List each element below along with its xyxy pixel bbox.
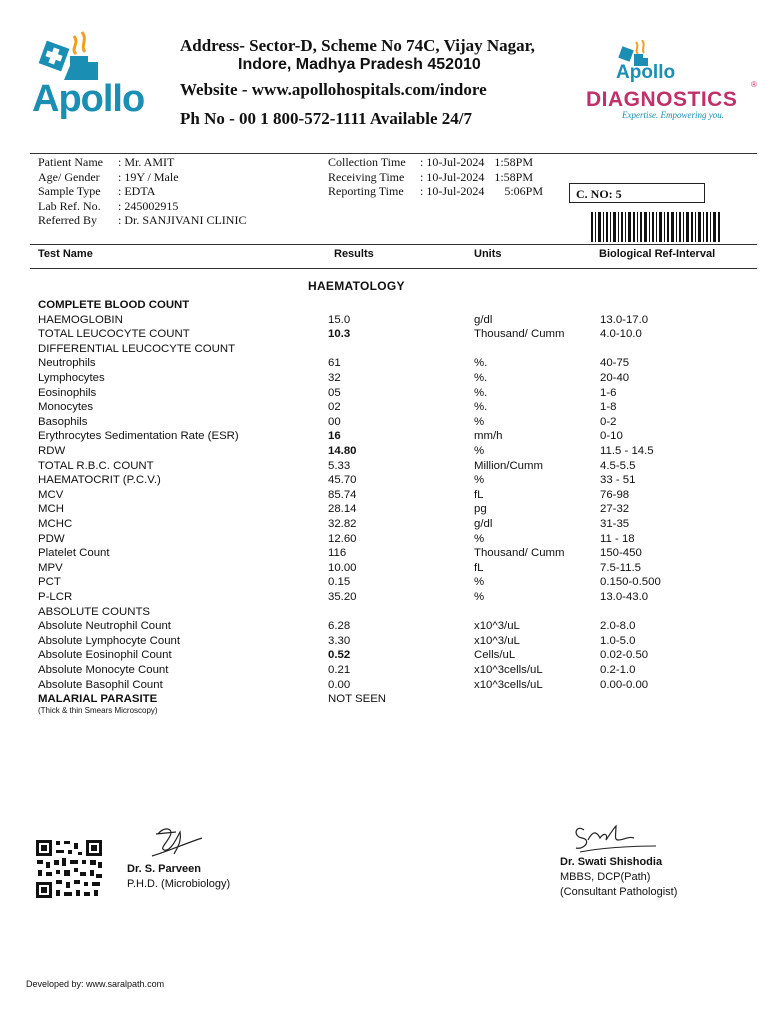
result-cell: NOT SEEN	[328, 693, 387, 706]
test-name-cell: TOTAL LEUCOCYTE COUNT	[38, 328, 190, 341]
ref-interval-cell: 31-35	[600, 518, 630, 530]
result-cell: 0.52	[328, 649, 351, 662]
unit-cell: Million/Cumm	[474, 459, 543, 472]
unit-cell: %.	[474, 357, 488, 370]
test-name-cell: HAEMOGLOBIN	[38, 313, 123, 326]
result-cell: 0.21	[328, 664, 351, 676]
diagnostics-tagline: Expertise. Empowering you.	[622, 110, 724, 120]
table-row	[0, 503, 768, 518]
address-line2: Indore, Madhya Pradesh 452010	[238, 56, 481, 73]
unit-cell: g/dl	[474, 313, 493, 326]
test-name-cell: DIFFERENTIAL LEUCOCYTE COUNT	[38, 342, 236, 355]
collection-date: : 10-Jul-2024	[420, 155, 485, 169]
barcode-icon	[591, 212, 721, 242]
ref-interval-cell: 150-450	[600, 547, 642, 560]
table-row	[0, 591, 768, 606]
ref-interval-cell: 13.0-17.0	[600, 313, 649, 326]
table-row	[0, 518, 768, 533]
test-name-cell: Absolute Basophil Count	[38, 678, 163, 691]
ref-interval-cell: 0-2	[600, 415, 617, 428]
table-row	[0, 664, 768, 679]
unit-cell: %	[474, 576, 485, 589]
malaria-method-note: (Thick & thin Smears Microscopy)	[38, 706, 158, 715]
unit-cell: %	[474, 591, 485, 603]
unit-cell: mm/h	[474, 430, 503, 443]
apollo-small-wordmark: Apollo	[616, 62, 676, 83]
developer-credit: Developed by: www.saralpath.com	[26, 979, 165, 989]
signatory-right-qualification: MBBS, DCP(Path)	[560, 871, 651, 883]
collection-time: 1:58PM	[494, 155, 534, 169]
table-row	[0, 533, 768, 548]
test-name-cell: PDW	[38, 532, 65, 545]
result-cell: 0.00	[328, 678, 351, 691]
ref-interval-cell: 4.5-5.5	[600, 459, 636, 472]
table-row	[0, 620, 768, 635]
test-name-cell: Absolute Lymphocyte Count	[38, 634, 181, 647]
apollo-wordmark: Apollo	[32, 78, 145, 120]
test-name-cell: Neutrophils	[38, 357, 96, 370]
result-cell: 32.82	[328, 518, 357, 530]
result-cell: 32	[328, 372, 341, 384]
table-row	[0, 314, 768, 329]
test-name-cell: Monocytes	[38, 401, 94, 414]
result-cell: 10.00	[328, 561, 357, 574]
sample-type-label: Sample Type	[38, 184, 101, 198]
test-name-cell: Absolute Neutrophil Count	[38, 620, 171, 633]
unit-cell: g/dl	[474, 518, 493, 530]
collection-time-label: Collection Time	[328, 155, 406, 169]
ref-interval-cell: 0.02-0.50	[600, 649, 649, 662]
result-cell: 28.14	[328, 503, 357, 516]
unit-cell: %.	[474, 401, 488, 414]
signatory-right-name: Dr. Swati Shishodia	[560, 856, 663, 868]
col-results: Results	[334, 248, 374, 260]
receiving-time-label: Receiving Time	[328, 169, 405, 184]
test-name-cell: Eosinophils	[38, 386, 97, 399]
section-title: HAEMATOLOGY	[308, 279, 405, 293]
unit-cell: x10^3/uL	[474, 634, 520, 647]
table-row	[0, 489, 768, 504]
table-row	[0, 328, 768, 343]
reporting-time-label: Reporting Time	[328, 184, 404, 198]
table-row	[0, 445, 768, 460]
timing-info-block	[328, 155, 543, 199]
receiving-date: : 10-Jul-2024	[420, 169, 485, 184]
unit-cell: x10^3cells/uL	[474, 678, 543, 691]
result-cell: 45.70	[328, 474, 357, 487]
unit-cell: x10^3cells/uL	[474, 664, 543, 676]
col-units: Units	[474, 248, 502, 260]
lab-ref-value: : 245002915	[118, 198, 179, 213]
ref-interval-cell: 33 - 51	[600, 474, 636, 487]
result-cell: 16	[328, 430, 341, 443]
test-name-cell: MCV	[38, 488, 64, 501]
patient-name-value: : Mr. AMIT	[118, 155, 175, 169]
ref-interval-cell: 1-6	[600, 386, 617, 399]
table-row	[0, 299, 768, 314]
website-text: Website - www.apollohospitals.com/indore	[180, 80, 487, 99]
sample-type-value: : EDTA	[118, 184, 156, 198]
result-cell: 00	[328, 415, 341, 428]
unit-cell: %.	[474, 386, 488, 399]
signature-shishodia	[570, 820, 660, 856]
table-row	[0, 649, 768, 664]
unit-cell: Cells/uL	[474, 649, 516, 662]
col-ref-interval: Biological Ref-Interval	[599, 248, 716, 260]
result-cell: 05	[328, 386, 341, 399]
header-divider	[30, 153, 757, 154]
reporting-time: 5:06PM	[504, 184, 544, 198]
table-row	[0, 562, 768, 577]
test-name-cell: Platelet Count	[38, 547, 110, 560]
table-row	[0, 474, 768, 489]
unit-cell: Thousand/ Cumm	[474, 328, 565, 341]
test-name-cell: P-LCR	[38, 591, 73, 603]
table-row	[0, 460, 768, 475]
table-row	[0, 343, 768, 358]
test-name-cell: PCT	[38, 576, 61, 589]
address-line1: Address- Sector-D, Scheme No 74C, Vijay Nagar,	[180, 36, 535, 55]
age-gender-value: : 19Y / Male	[118, 169, 179, 184]
patient-info-block	[38, 155, 246, 228]
result-cell: 85.74	[328, 488, 357, 501]
unit-cell: %.	[474, 372, 488, 384]
ref-interval-cell: 76-98	[600, 488, 630, 501]
case-number-box: C. NO: 5	[569, 183, 705, 203]
ref-interval-cell: 0.150-0.500	[600, 576, 661, 589]
table-row	[0, 401, 768, 416]
signatory-left	[127, 862, 230, 892]
table-top-divider	[30, 244, 757, 245]
ref-interval-cell: 0-10	[600, 430, 623, 443]
unit-cell: x10^3/uL	[474, 620, 520, 633]
signatory-right-role: (Consultant Pathologist)	[560, 886, 678, 898]
diagnostics-wordmark: DIAGNOSTICS	[586, 88, 738, 111]
ref-interval-cell: 2.0-8.0	[600, 620, 636, 633]
signatory-left-name: Dr. S. Parveen	[127, 863, 201, 875]
test-name-cell: Lymphocytes	[38, 372, 105, 384]
result-cell: 5.33	[328, 459, 351, 472]
signatory-left-qualification: P.H.D. (Microbiology)	[127, 878, 231, 890]
result-cell: 15.0	[328, 313, 351, 326]
unit-cell: fL	[474, 488, 484, 501]
apollo-hospitals-logo	[30, 30, 155, 125]
test-name-cell: Absolute Eosinophil Count	[38, 649, 172, 662]
unit-cell: %	[474, 445, 485, 457]
results-table	[0, 299, 768, 719]
unit-cell: %	[474, 474, 485, 487]
unit-cell: %	[474, 415, 485, 428]
lab-ref-label: Lab Ref. No.	[38, 198, 101, 213]
test-name-cell: ABSOLUTE COUNTS	[38, 605, 151, 618]
registered-mark: ®	[751, 80, 757, 89]
reporting-date: : 10-Jul-2024	[420, 184, 485, 198]
table-row	[0, 576, 768, 591]
result-cell: 12.60	[328, 532, 357, 545]
table-row	[0, 547, 768, 562]
result-cell: 10.3	[328, 328, 351, 341]
qr-code-icon	[34, 838, 104, 900]
signatory-right	[560, 855, 677, 900]
result-cell: 116	[328, 547, 347, 560]
table-row	[0, 635, 768, 650]
test-name-cell: MCH	[38, 503, 64, 516]
unit-cell: pg	[474, 503, 487, 516]
referred-by-value: : Dr. SANJIVANI CLINIC	[118, 213, 247, 227]
ref-interval-cell: 27-32	[600, 503, 630, 516]
test-name-cell: MPV	[38, 561, 63, 574]
test-name-cell: MCHC	[38, 518, 73, 530]
result-cell: 6.28	[328, 620, 351, 633]
unit-cell: %	[474, 532, 485, 545]
age-gender-label: Age/ Gender	[38, 169, 100, 184]
apollo-diagnostics-logo	[586, 40, 761, 125]
table-row	[0, 416, 768, 431]
test-name-cell: Basophils	[38, 415, 88, 428]
test-name-cell: Absolute Monocyte Count	[38, 664, 169, 676]
phone-text: Ph No - 00 1 800-572-1111 Available 24/7	[180, 109, 473, 128]
ref-interval-cell: 0.2-1.0	[600, 664, 636, 676]
test-name-cell: HAEMATOCRIT (P.C.V.)	[38, 474, 161, 487]
result-cell: 3.30	[328, 634, 351, 647]
result-cell: 35.20	[328, 591, 357, 603]
ref-interval-cell: 40-75	[600, 357, 630, 370]
ref-interval-cell: 1.0-5.0	[600, 634, 636, 647]
test-name-cell: RDW	[38, 445, 66, 457]
signature-parveen	[146, 822, 206, 862]
unit-cell: Thousand/ Cumm	[474, 547, 565, 560]
result-cell: 14.80	[328, 445, 357, 457]
ref-interval-cell: 0.00-0.00	[600, 678, 649, 691]
table-row	[0, 372, 768, 387]
ref-interval-cell: 1-8	[600, 401, 617, 414]
ref-interval-cell: 20-40	[600, 372, 630, 384]
test-name-cell: MALARIAL PARASITE	[38, 693, 158, 706]
receiving-time: 1:58PM	[494, 169, 534, 184]
table-row	[0, 357, 768, 372]
hospital-address-block	[180, 36, 580, 129]
result-cell: 0.15	[328, 576, 351, 589]
test-name-cell: COMPLETE BLOOD COUNT	[38, 299, 190, 311]
table-row	[0, 430, 768, 445]
unit-cell: fL	[474, 561, 484, 574]
result-cell: 02	[328, 401, 341, 414]
table-row	[0, 679, 768, 694]
patient-name-label: Patient Name	[38, 155, 103, 169]
ref-interval-cell: 7.5-11.5	[600, 561, 641, 574]
ref-interval-cell: 13.0-43.0	[600, 591, 649, 603]
test-name-cell: Erythrocytes Sedimentation Rate (ESR)	[38, 430, 239, 443]
table-row	[0, 606, 768, 621]
ref-interval-cell: 11.5 - 14.5	[600, 445, 654, 457]
ref-interval-cell: 4.0-10.0	[600, 328, 642, 341]
table-header-divider	[30, 268, 757, 269]
referred-by-label: Referred By	[38, 213, 97, 227]
ref-interval-cell: 11 - 18	[600, 532, 635, 545]
col-test-name: Test Name	[38, 248, 93, 260]
table-row	[0, 387, 768, 402]
result-cell: 61	[328, 357, 341, 370]
test-name-cell: TOTAL R.B.C. COUNT	[38, 459, 154, 472]
